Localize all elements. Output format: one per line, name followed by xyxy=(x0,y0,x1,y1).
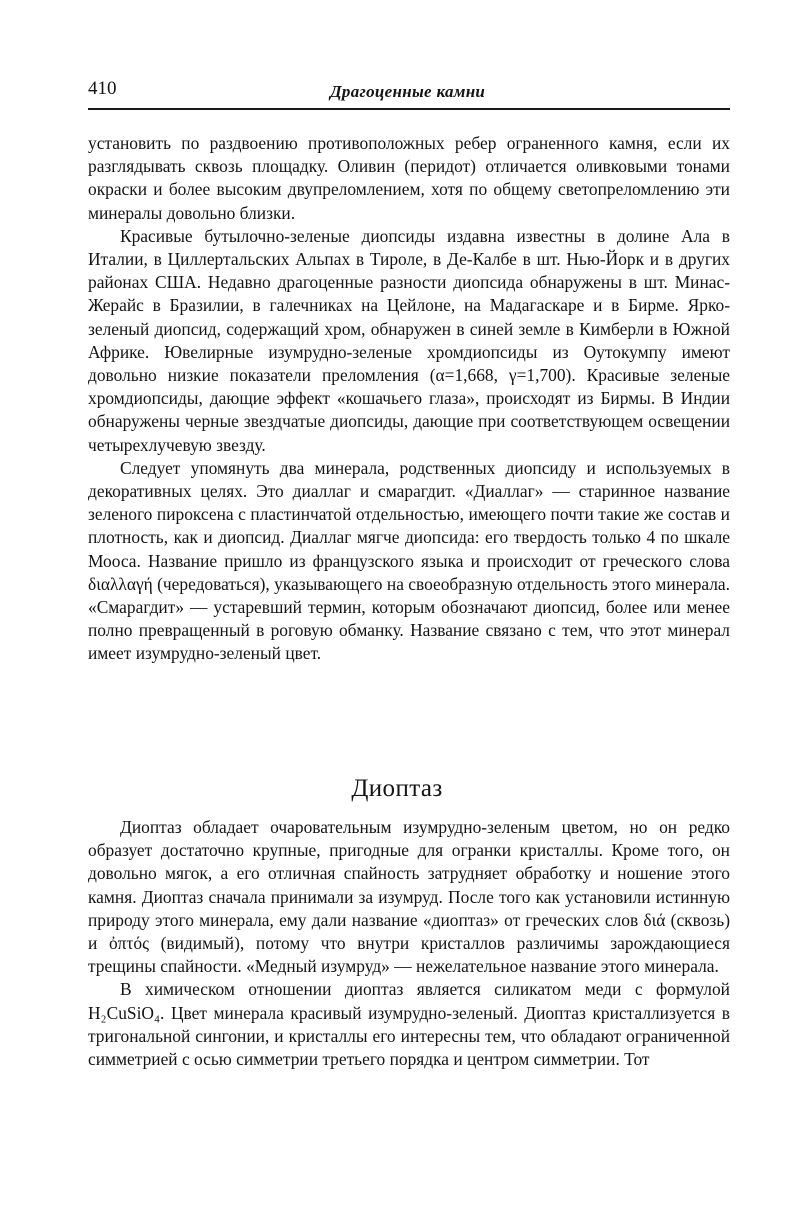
paragraph-continuation: установить по раздвоению противоположных ребер ограненного камня, если их разглядывать сквозь площадку. Оливин (перидот) отличается оливковыми тонами окраски и более высоким двупреломлением, хотя по общему светопреломлению эти минералы довольно близки. xyxy=(88,133,730,223)
paragraph-dioptase-intro: Диоптаз обладает очаровательным изумрудно-зеленым цветом, но он редко образует достаточно крупные, пригодные для огранки кристаллы. Кроме того, он довольно мягок, а его отличная спайность затрудняет обработку и ношение этого камня. Диоптаз сначала принимали за изумруд. После того как установили истинную природу этого минерала, ему дали название «диоптаз» от греческих слов διά (сквозь) и ὀπτός (видимый), потому что внутри кристаллов различимы зарождающиеся трещины спайности. «Медный изумруд» — нежелательное название этого минерала. xyxy=(88,817,730,977)
running-title: Драгоценные камни xyxy=(330,82,486,101)
text-block-dioptase xyxy=(88,816,730,1071)
paragraph-diallage-smaragdite: Следует упомянуть два минерала, родственных диопсиду и используемых в декоративных целях. Это диаллаг и смарагдит. «Диаллаг» — старинное название зеленого пироксена с пластинчатой отдельностью, имеющего почти такие же состав и плотность, как и диопсид. Диаллаг мягче диопсида: его твердость только 4 по шкале Мооса. Название пришло из французского языка и происходит от греческого слова διαλλαγή (чередоваться), указывающего на своеобразную отдельность этого минерала. «Смарагдит» — устаревший термин, которым обозначают диопсид, более или менее полно превращенный в роговую обманку. Название связано с тем, что этот минерал имеет изумрудно-зеленый цвет. xyxy=(88,457,730,664)
paragraph-dioptase-chemistry: В химическом отношении диоптаз является силикатом меди с формулой H₂CuSiO₄. Цвет минерала красивый изумрудно-зеленый. Диоптаз кристаллизуется в тригональной сингонии, и кристаллы его интересны тем, что обладают ограниченной симметрией с осью симметрии третьего порядка и центром симметрии. Тот xyxy=(88,979,730,1070)
paragraph-diopside-localities: Красивые бутылочно-зеленые диопсиды издавна известны в долине Ала в Италии, в Циллертальских Альпах в Тироле, в Де-Калбе в шт. Нью-Йорк и в других районах США. Недавно драгоценные разности диопсида обнаружены в шт. Минас-Жерайс в Бразилии, в галечниках на Цейлоне, на Мадагаскаре и в Бирме. Ярко-зеленый диопсид, содержащий хром, обнаружен в синей земле в Кимберли в Южной Африке. Ювелирные изумрудно-зеленые хромдиопсиды из Оутокумпу имеют довольно низкие показатели преломления (α=1,668, γ=1,700). Красивые зеленые хромдиопсиды, дающие эффект «кошачьего глаза», происходят из Бирмы. В Индии обнаружены черные звездчатые диопсиды, дающие при соответствующем освещении четырехлучевую звезду. xyxy=(88,225,730,455)
text-block-diopside xyxy=(88,132,730,666)
page-header xyxy=(88,78,730,110)
section-heading: Диоптаз xyxy=(351,775,443,802)
page-number: 410 xyxy=(88,78,117,99)
